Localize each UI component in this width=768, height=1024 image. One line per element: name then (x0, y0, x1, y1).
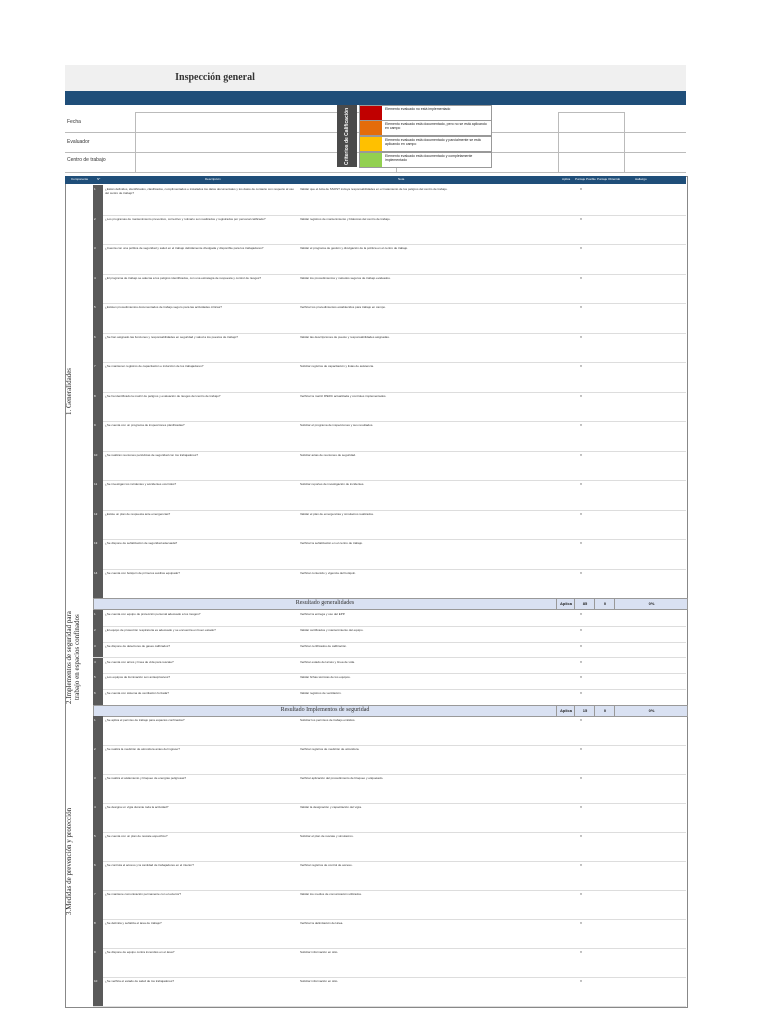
fecha-field[interactable] (135, 112, 397, 133)
row-description: ¿Se dispone de equipo contra incendios en el área? (105, 950, 175, 954)
row-number: 14 (94, 570, 98, 575)
col-aplica: Aplica (562, 177, 571, 181)
row-applies-mark[interactable]: X (580, 423, 583, 427)
col-hallazgo: Hallazgo (635, 177, 647, 181)
row-number-cell (93, 626, 103, 642)
row-number-cell (93, 658, 103, 674)
result-aplica: Aplica (556, 599, 575, 609)
result-label: Resultado generalidades (295, 600, 355, 606)
section-title: 3.Medidas de prevención y protección (65, 807, 73, 915)
centro-label: Centro de trabajo (67, 157, 106, 163)
row-note: Solicitar registros de capacitación y listas de asistencia. (300, 364, 374, 368)
row-number: 5 (94, 305, 96, 309)
row-description: ¿Están definidos, identificados, clasificados, cumplimentados e instalados los datos documentales y los datos de contacto con respecto al uso del centro de trabajo? (105, 187, 294, 195)
row-number-cell (93, 451, 103, 481)
row-number-cell (93, 948, 103, 977)
result-row (93, 598, 688, 610)
row-note: Solicitar información en sitio. (300, 950, 339, 954)
row-number: 1 (94, 718, 96, 722)
row-number: 6 (94, 334, 96, 339)
result-possible: 85 (574, 599, 595, 609)
row-description: ¿Se controla el acceso y la cantidad de trabajadores en el interior? (105, 863, 194, 867)
row-description: ¿Se aplica el permiso de trabajo para espacios confinados? (105, 718, 185, 722)
row-number: 4 (94, 805, 96, 809)
row-description: ¿Existe un plan de respuesta ante emergencias? (105, 511, 171, 516)
row-number: 13 (94, 541, 98, 545)
row-description: ¿Se realiza la medición de atmósfera antes del ingreso? (105, 747, 180, 751)
row-note: Verificar la matriz IPERC actualizada y controles implementados. (300, 393, 387, 398)
table-row (93, 716, 686, 746)
section-label (65, 185, 94, 598)
row-note: Validar las descripciones de puesto y responsabilidades asignadas. (300, 334, 390, 339)
row-note: Verificar registros de medición de atmósfera. (300, 747, 360, 751)
row-number: 7 (94, 364, 96, 368)
row-number: 1 (94, 612, 96, 616)
row-applies-mark[interactable]: X (580, 511, 583, 516)
row-applies-mark[interactable]: X (580, 627, 583, 632)
row-number-cell (93, 274, 103, 304)
row-description: ¿Cuenta con una política de seguridad y salud en el trabajo debidamente divulgada y disponible para los trabajadores? (105, 246, 264, 250)
row-number-cell (93, 977, 103, 1006)
criteria-item (359, 105, 492, 121)
row-note: Solicitar reportes de investigación de incidentes. (300, 482, 365, 486)
row-description: ¿Se investigan los incidentes y accidentes ocurridos? (105, 482, 177, 486)
row-number: 11 (94, 482, 98, 486)
row-description: ¿Se verifica el estado de salud de los trabajadores? (105, 979, 175, 983)
table-row (93, 673, 686, 690)
row-number: 8 (94, 921, 96, 925)
row-note: Solicitar actas de reuniones de seguridad. (300, 452, 356, 457)
row-note: Validar los medios de comunicación utilizados. (300, 892, 362, 896)
row-note: Solicitar información en sitio. (300, 979, 339, 983)
row-description: ¿Se han asignado las funciones y responsabilidades en seguridad y salud a los puestos de trabajo? (105, 334, 238, 339)
row-number: 6 (94, 863, 96, 867)
row-number-cell (93, 244, 103, 274)
table-row (93, 510, 686, 541)
row-applies-mark[interactable]: X (580, 216, 583, 221)
table-row (93, 977, 686, 1007)
row-number: 5 (94, 834, 96, 838)
row-applies-mark[interactable]: X (580, 393, 583, 398)
row-number-cell (93, 919, 103, 948)
row-number: 12 (94, 511, 98, 516)
table-row (93, 569, 686, 600)
evaluador-field[interactable] (135, 132, 397, 153)
result-pct: 0% (614, 706, 688, 716)
row-number-cell (93, 215, 103, 245)
row-number: 4 (94, 275, 96, 280)
row-applies-mark[interactable]: X (580, 334, 583, 339)
row-description: ¿Se delimita y señaliza el área de trabajo? (105, 921, 162, 925)
criteria-text: Elemento evaluado está documentado, pero no se está aplicando en campo (385, 122, 487, 130)
row-applies-mark[interactable]: X (580, 275, 583, 280)
section-label (65, 716, 94, 1006)
row-description: ¿Se cuenta con un programa de inspecciones planificadas? (105, 423, 185, 427)
row-number: 3 (94, 643, 96, 648)
row-description: ¿Se realiza el aislamiento y bloqueo de energías peligrosas? (105, 776, 187, 780)
row-description: ¿Se ha identificado la matriz de peligros y evaluación de riesgos del centro de trabajo? (105, 393, 221, 398)
table-header (65, 176, 686, 184)
row-note: Solicitar el programa de inspecciones y sus resultados. (300, 423, 374, 427)
row-number: 6 (94, 691, 96, 696)
table-row (93, 539, 686, 570)
table-row (93, 890, 686, 920)
row-description: ¿Existen procedimientos documentados de trabajo seguro para las actividades críticas? (105, 305, 222, 309)
row-number-cell (93, 745, 103, 774)
row-number-cell (93, 803, 103, 832)
row-number: 9 (94, 423, 96, 427)
row-number: 3 (94, 246, 96, 250)
section-title: 1. Generalidades (65, 367, 73, 416)
criteria-item (359, 152, 492, 168)
row-note: Verificar estado del arnés y línea de vida. (300, 659, 355, 664)
table-row (93, 451, 686, 482)
row-description: ¿El equipo de protección respiratoria es adecuado y se encuentra en buen estado? (105, 627, 216, 632)
table-row (93, 333, 686, 364)
table-row (93, 832, 686, 862)
row-applies-mark[interactable]: X (580, 570, 583, 575)
row-number: 2 (94, 747, 96, 751)
table-row (93, 689, 686, 706)
row-applies-mark[interactable]: X (580, 805, 583, 809)
row-number-cell (93, 185, 103, 215)
criteria-text: Elemento evaluado está documentado y parcialmente se está aplicando en campo (385, 138, 481, 146)
table-row (93, 421, 686, 452)
row-note: Solicitar los permisos de trabajo emitidos. (300, 718, 356, 722)
row-number: 3 (94, 776, 96, 780)
row-number: 10 (94, 452, 98, 457)
row-description: ¿Se cuenta con sistema de ventilación forzada? (105, 691, 169, 696)
row-number-cell (93, 716, 103, 745)
row-note: Verificar aplicación del procedimiento de bloqueo y etiquetado. (300, 776, 384, 780)
row-number-cell (93, 510, 103, 540)
result-possible: 15 (574, 706, 595, 716)
criteria-swatch-orange (360, 121, 382, 135)
result-aplica: Aplica (556, 706, 575, 716)
row-note: Verificar la señalización en el centro de trabajo. (300, 541, 363, 545)
table-row (93, 861, 686, 891)
row-number-cell (93, 689, 103, 705)
row-applies-mark[interactable]: X (580, 675, 583, 680)
row-description: ¿El programa de trabajo se adecúa a los peligros identificados, con una estrategia de respuesta y control de riesgos? (105, 275, 262, 280)
section-title: 2.Implementos de seguridad para trabajo en espacios confinados (65, 611, 81, 704)
row-applies-mark[interactable]: X (580, 863, 583, 867)
row-applies-mark[interactable]: X (580, 364, 583, 368)
criteria-swatch-red (360, 106, 382, 120)
row-number-cell (93, 539, 103, 569)
table-row (93, 244, 686, 275)
table-row (93, 274, 686, 305)
row-description: ¿Se mantiene comunicación permanente con el exterior? (105, 892, 182, 896)
row-description: ¿Se cuenta con arnés y línea de vida para rescate? (105, 659, 174, 664)
row-applies-mark[interactable]: X (580, 482, 583, 486)
row-number-cell (93, 890, 103, 919)
table-row (93, 480, 686, 511)
col-componente: Componente (71, 177, 89, 181)
header-band (65, 91, 686, 105)
evaluador-label: Evaluador (67, 139, 90, 145)
row-note: Solicitar el plan de rescate y simulacros. (300, 834, 354, 838)
row-number: 5 (94, 675, 96, 680)
row-note: Validar registros de ventilación. (300, 691, 342, 696)
table-row (93, 392, 686, 423)
row-number-cell (93, 774, 103, 803)
row-number-cell (93, 480, 103, 510)
result-obtained: 0 (594, 706, 615, 716)
table-row (93, 303, 686, 334)
row-note: Validar que el Acta de SSOST incluya responsabilidades en el tratamiento de los peligros del centro de trabajo. (300, 187, 448, 191)
table-row (93, 948, 686, 978)
row-note: Verificar registros de control de acceso. (300, 863, 353, 867)
criteria-item (359, 120, 492, 136)
criteria-label: Criterios de Calificación (337, 105, 357, 167)
fecha-extra-field[interactable] (558, 112, 625, 133)
table-row (93, 774, 686, 804)
row-note: Verificar la delimitación del área. (300, 921, 344, 925)
row-description: ¿Se designa un vigía durante toda la actividad? (105, 805, 169, 809)
row-number-cell (93, 861, 103, 890)
row-number-cell (93, 610, 103, 626)
col-puntaje-posible: Puntaje Posible (575, 177, 596, 181)
row-note: Validar el programa de gestión y divulgación de la política en el centro de trabajo. (300, 246, 409, 250)
row-applies-mark[interactable]: X (580, 776, 583, 780)
row-note: Verificar la entrega y uso del EPP. (300, 612, 346, 616)
row-number-cell (93, 673, 103, 689)
row-applies-mark[interactable]: X (580, 659, 583, 664)
row-number: 2 (94, 216, 96, 221)
table-row (93, 185, 686, 216)
result-pct: 0% (614, 599, 688, 609)
col-numero: N° (97, 177, 101, 181)
row-description: ¿Se mantienen registros de capacitación e inducción de los trabajadores? (105, 364, 204, 368)
row-applies-mark[interactable]: X (580, 892, 583, 896)
table-row (93, 745, 686, 775)
row-applies-mark[interactable]: X (580, 691, 583, 696)
row-applies-mark[interactable]: X (580, 452, 583, 457)
row-note: Verificar certificados de calibración. (300, 643, 348, 648)
row-number: 7 (94, 892, 96, 896)
row-number: 8 (94, 393, 96, 398)
row-number: 9 (94, 950, 96, 954)
row-applies-mark[interactable]: X (580, 643, 583, 648)
col-puntaje-obtenido: Puntaje Obtenido (597, 177, 621, 181)
row-applies-mark[interactable]: X (580, 718, 583, 722)
row-number-cell (93, 303, 103, 333)
criteria-swatch-yellow (360, 137, 382, 151)
table-row (93, 919, 686, 949)
row-number-cell (93, 832, 103, 861)
table-row (93, 642, 686, 659)
table-row (93, 803, 686, 833)
fecha-label: Fecha (67, 119, 81, 125)
table-row (93, 610, 686, 627)
page-title: Inspección general (175, 72, 255, 83)
row-applies-mark[interactable]: X (580, 747, 583, 751)
row-note: Validar la designación y capacitación del vigía. (300, 805, 362, 809)
row-description: ¿Se dispone de detectores de gases calibrados? (105, 643, 171, 648)
col-nota: Nota (398, 177, 405, 181)
row-description: ¿Se cuenta con botiquín de primeros auxilios equipado? (105, 570, 180, 575)
row-number-cell (93, 333, 103, 363)
row-description: ¿Se dispone de señalización de seguridad adecuada? (105, 541, 178, 545)
row-description: ¿Los equipos de iluminación son antiexplosivos? (105, 675, 171, 680)
row-applies-mark[interactable]: X (580, 305, 583, 309)
row-number: 4 (94, 659, 96, 664)
result-obtained: 0 (594, 599, 615, 609)
row-note: Validar fichas técnicas de los equipos. (300, 675, 351, 680)
row-applies-mark[interactable]: X (580, 246, 583, 250)
table-row (93, 362, 686, 393)
row-number-cell (93, 421, 103, 451)
row-applies-mark[interactable]: X (580, 541, 583, 545)
table-row (93, 215, 686, 246)
row-number-cell (93, 569, 103, 599)
col-descripcion: Descripción (205, 177, 221, 181)
row-number-cell (93, 392, 103, 422)
result-label: Resultado Implementos de seguridad (280, 707, 370, 713)
row-description: ¿Se cuenta con equipo de protección personal adecuado a los riesgos? (105, 612, 201, 616)
row-applies-mark[interactable]: X (580, 921, 583, 925)
row-number: 1 (94, 187, 96, 191)
row-note: Validar registros de mantenimiento y bitácoras del centro de trabajo. (300, 216, 391, 221)
evaluador-extra-field[interactable] (558, 132, 625, 153)
row-applies-mark[interactable]: X (580, 612, 583, 616)
row-note: Validar certificados y mantenimiento del equipo. (300, 627, 364, 632)
section-label (65, 610, 94, 705)
table-row (93, 658, 686, 675)
row-description: ¿Los programas de mantenimiento preventivo, correctivo y rutinario son realizados y registrados por personal calificado? (105, 216, 266, 221)
criteria-text: Elemento evaluado está documentado y completamente implementado (385, 154, 473, 162)
row-number-cell (93, 362, 103, 392)
criteria-item (359, 136, 492, 152)
row-description: ¿Se cuenta con un plan de rescate específico? (105, 834, 168, 838)
row-number-cell (93, 642, 103, 658)
criteria-swatch-green (360, 153, 382, 167)
row-applies-mark[interactable]: X (580, 979, 583, 983)
row-number: 10 (94, 979, 98, 983)
row-note: Validar el plan de emergencias y simulacros realizados. (300, 511, 374, 516)
row-note: Verificar los procedimientos establecidos para trabajo en campo. (300, 305, 386, 309)
table-row (93, 626, 686, 643)
row-applies-mark[interactable]: X (580, 834, 583, 838)
row-note: Validar los procedimientos y métodos seguros de trabajo evaluados. (300, 275, 391, 280)
centro-field[interactable] (135, 152, 397, 173)
centro-extra-field[interactable] (558, 152, 625, 173)
row-description: ¿Se realizan reuniones periódicas de seguridad con los trabajadores? (105, 452, 199, 457)
row-note: Verificar contenido y vigencia del botiquín. (300, 570, 357, 575)
row-number: 2 (94, 627, 96, 632)
row-applies-mark[interactable]: X (580, 950, 583, 954)
criteria-text: Elemento evaluado no está implementado (385, 107, 451, 111)
row-applies-mark[interactable]: X (580, 187, 583, 191)
